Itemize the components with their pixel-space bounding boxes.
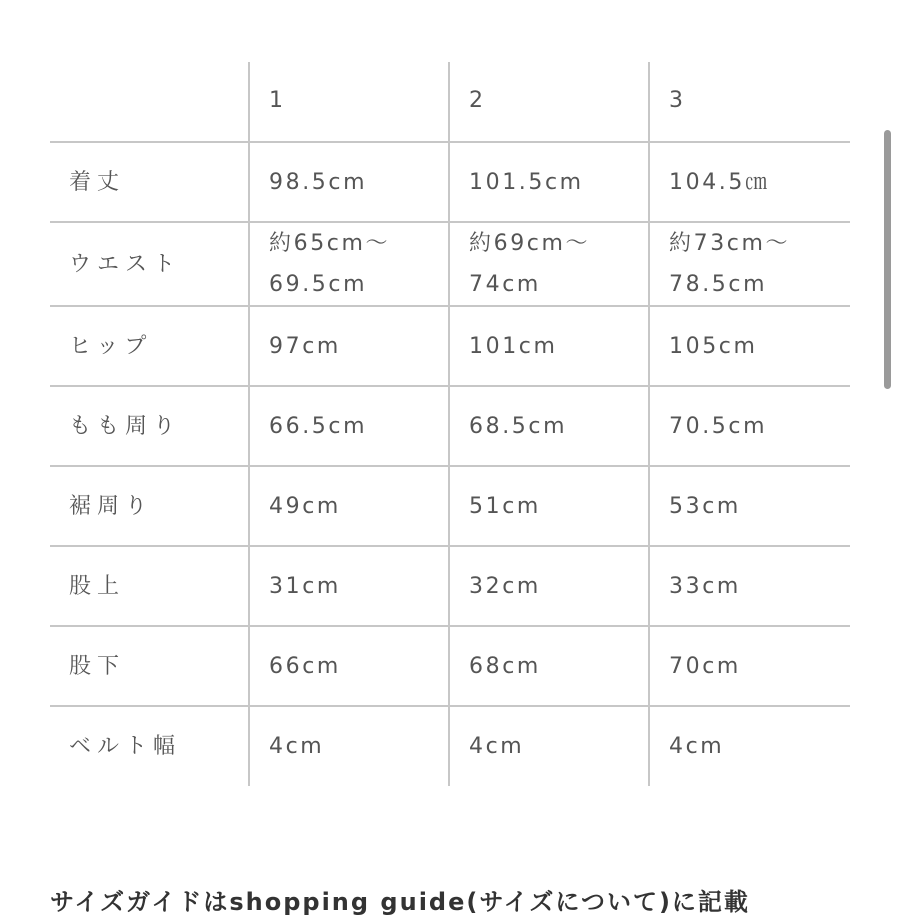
table-row-waist xyxy=(50,222,850,306)
size-chart-table xyxy=(50,62,850,786)
cell-line: 78.5cm xyxy=(669,272,768,297)
table-cell: 32cm xyxy=(449,546,649,626)
row-label: ヒップ xyxy=(50,306,249,386)
row-label: 股下 xyxy=(50,626,249,706)
table-cell: 105cm xyxy=(649,306,850,386)
table-cell: 4cm xyxy=(449,706,649,786)
header-size-3: 3 xyxy=(649,62,850,142)
table-cell: 66cm xyxy=(249,626,449,706)
table-cell: 104.5㎝ xyxy=(649,142,850,222)
table-cell xyxy=(249,222,449,306)
table-cell: 49cm xyxy=(249,466,449,546)
table-cell: 51cm xyxy=(449,466,649,546)
table-cell xyxy=(449,222,649,306)
row-label: もも周り xyxy=(50,386,249,466)
table-header-row xyxy=(50,62,850,142)
row-label: 股上 xyxy=(50,546,249,626)
table-cell: 4cm xyxy=(249,706,449,786)
table-row-belt-width xyxy=(50,706,850,786)
table-cell: 68.5cm xyxy=(449,386,649,466)
size-guide-note: サイズガイドはshopping guide(サイズについて)に記載 xyxy=(50,888,750,916)
cell-line: 69.5cm xyxy=(269,272,368,297)
table-cell xyxy=(649,222,850,306)
table-cell: 101cm xyxy=(449,306,649,386)
table-cell: 101.5cm xyxy=(449,142,649,222)
row-label: ベルト幅 xyxy=(69,734,182,759)
table-row-thigh xyxy=(50,386,850,466)
vertical-scrollbar[interactable] xyxy=(884,130,891,389)
table-row-inseam xyxy=(50,626,850,706)
table-cell: 53cm xyxy=(649,466,850,546)
table-cell: 70.5cm xyxy=(649,386,850,466)
row-label: 裾周り xyxy=(50,466,249,546)
table-cell: 33cm xyxy=(649,546,850,626)
table-cell: 97cm xyxy=(249,306,449,386)
table-row-length xyxy=(50,142,850,222)
table-cell: 68cm xyxy=(449,626,649,706)
table-row-hem xyxy=(50,466,850,546)
table-cell: 70cm xyxy=(649,626,850,706)
row-label: 着丈 xyxy=(50,142,249,222)
cell-line: 約73cm〜 xyxy=(669,231,791,256)
table-row-rise xyxy=(50,546,850,626)
cell-line: 約69cm〜 xyxy=(469,231,591,256)
table-cell: 98.5cm xyxy=(249,142,449,222)
header-corner-cell xyxy=(50,62,249,142)
table-row-hip xyxy=(50,306,850,386)
header-size-1: 1 xyxy=(249,62,449,142)
table-cell: 66.5cm xyxy=(249,386,449,466)
table-cell: 4cm xyxy=(649,706,850,786)
row-label: ウエスト xyxy=(50,222,249,306)
cell-line: 74cm xyxy=(469,272,541,297)
table-cell: 31cm xyxy=(249,546,449,626)
cell-line: 約65cm〜 xyxy=(269,231,391,256)
header-size-2: 2 xyxy=(449,62,649,142)
